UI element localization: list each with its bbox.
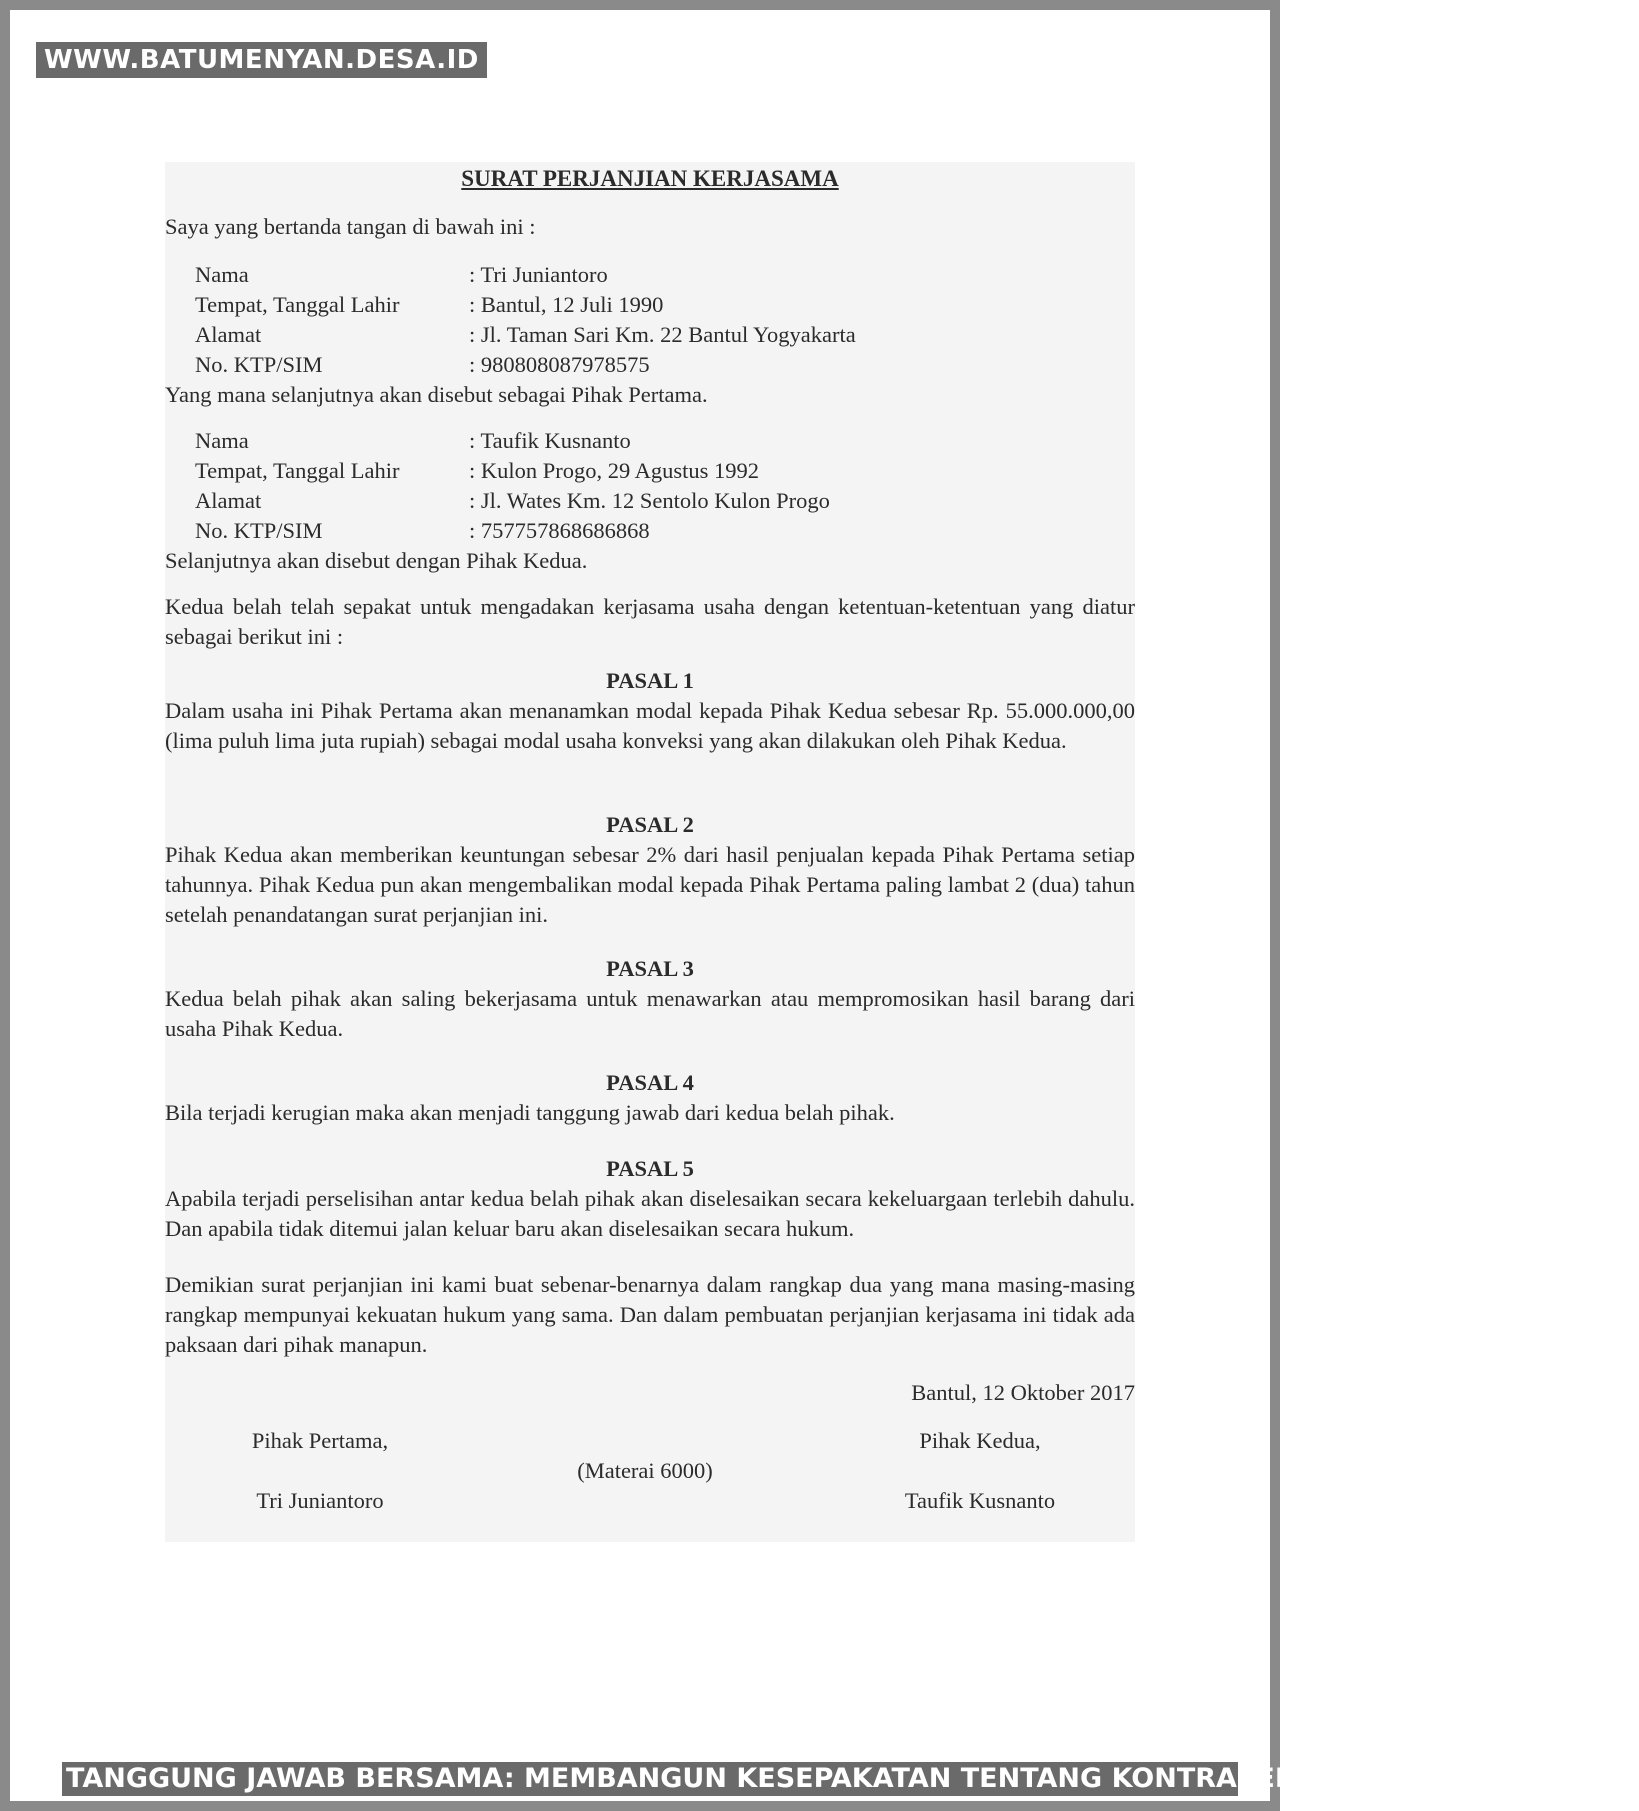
party1-label: No. KTP/SIM [195, 352, 323, 377]
party2-value: : 757757868686868 [469, 518, 650, 543]
article-text: Kedua belah pihak akan saling bekerjasama untuk menawarkan atau mempromosikan hasil barang dari usaha Pihak Kedua. [165, 986, 1135, 1041]
signature-left-title: Pihak Pertama, [251, 1428, 389, 1453]
party1-value: : Jl. Taman Sari Km. 22 Bantul Yogyakarta [469, 322, 856, 347]
party2-closing: Selanjutnya akan disebut dengan Pihak Kedua. [165, 548, 588, 573]
place-date: Bantul, 12 Oktober 2017 [911, 1380, 1135, 1405]
party2-label: Nama [195, 428, 249, 453]
article-heading: PASAL 5 [606, 1156, 694, 1181]
article-text: Dalam usaha ini Pihak Pertama akan menanamkan modal kepada Pihak Kedua sebesar Rp. 55.000.000,00 (lima puluh lima juta rupiah) sebagai modal usaha konveksi yang akan dilakukan oleh Pihak Kedua. [165, 698, 1135, 753]
party2-label: Alamat [195, 488, 262, 513]
party1-value: : Tri Juniantoro [469, 262, 608, 287]
article-heading: PASAL 3 [606, 956, 694, 981]
party1-label: Nama [195, 262, 249, 287]
article-text: Apabila terjadi perselisihan antar kedua belah pihak akan diselesaikan secara kekeluargaan terlebih dahulu. Dan apabila tidak ditemui jalan keluar baru akan diselesaikan secara hukum. [165, 1186, 1135, 1241]
party1-closing: Yang mana selanjutnya akan disebut sebagai Pihak Pertama. [165, 382, 708, 407]
party2-value: : Kulon Progo, 29 Agustus 1992 [469, 458, 760, 483]
article-heading: PASAL 1 [606, 668, 694, 693]
stamp-duty-label: (Materai 6000) [577, 1458, 713, 1483]
party2-label: No. KTP/SIM [195, 518, 323, 543]
closing-paragraph: Demikian surat perjanjian ini kami buat sebenar-benarnya dalam rangkap dua yang mana masing-masing rangkap mempunyai kekuatan hukum yang sama. Dan dalam pembuatan perjanjian kerjasama ini tidak ada paksaan dari pihak manapun. [165, 1272, 1135, 1357]
article-title-banner: TANGGUNG JAWAB BERSAMA: MEMBANGUN KESEPAKATAN TENTANG KONTRASEPSI DENGAN PASANGAN [62, 1762, 1238, 1796]
party2-value: : Jl. Wates Km. 12 Sentolo Kulon Progo [469, 488, 830, 513]
party1-value: : Bantul, 12 Juli 1990 [469, 292, 664, 317]
party1-label: Alamat [195, 322, 262, 347]
party1-label: Tempat, Tanggal Lahir [195, 292, 400, 317]
document-title: SURAT PERJANJIAN KERJASAMA [461, 166, 839, 191]
agreement-document [165, 162, 1135, 1542]
article-text: Bila terjadi kerugian maka akan menjadi tanggung jawab dari kedua belah pihak. [165, 1100, 895, 1125]
article-heading: PASAL 2 [606, 812, 694, 837]
article-heading: PASAL 4 [606, 1070, 694, 1095]
signature-right-title: Pihak Kedua, [919, 1428, 1041, 1453]
intro-line: Saya yang bertanda tangan di bawah ini : [165, 214, 536, 239]
site-url-badge: WWW.BATUMENYAN.DESA.ID [36, 42, 487, 78]
article-text: Pihak Kedua akan memberikan keuntungan sebesar 2% dari hasil penjualan kepada Pihak Pertama setiap tahunnya. Pihak Kedua pun akan mengembalikan modal kepada Pihak Pertama paling lambat 2 (dua) tahun setelah penandatangan surat perjanjian ini. [165, 842, 1135, 927]
party1-value: : 980808087978575 [469, 352, 650, 377]
party2-label: Tempat, Tanggal Lahir [195, 458, 400, 483]
party2-value: : Taufik Kusnanto [469, 428, 631, 453]
agreement-intro: Kedua belah telah sepakat untuk mengadakan kerjasama usaha dengan ketentuan-ketentuan yang diatur sebagai berikut ini : [165, 594, 1135, 649]
signature-left-name: Tri Juniantoro [256, 1488, 384, 1513]
signature-right-name: Taufik Kusnanto [904, 1488, 1056, 1513]
